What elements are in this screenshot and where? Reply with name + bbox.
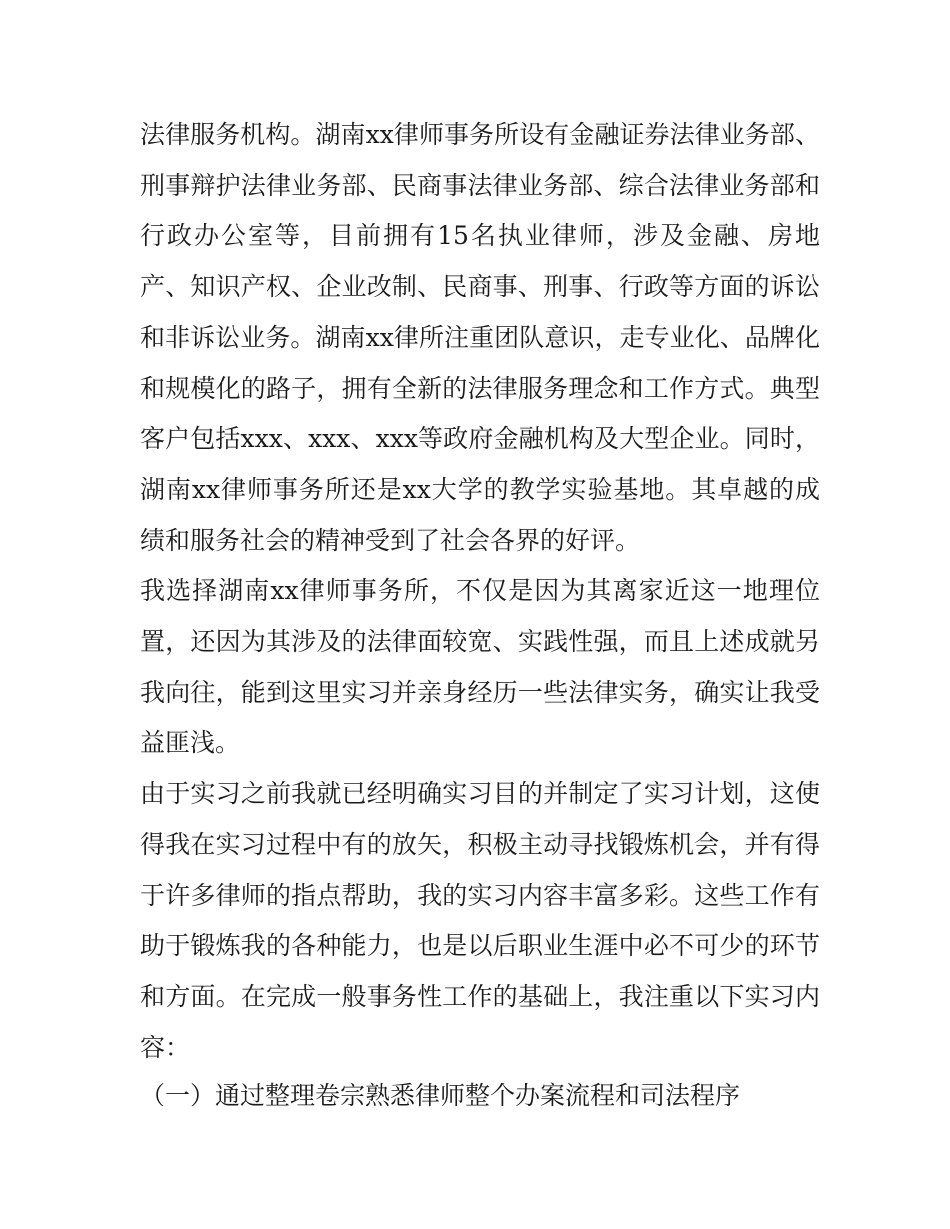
- body-text: [140, 110, 820, 1073]
- paragraph-internship-plan: 由于实习之前我就已经明确实习目的并制定了实习计划，这使得我在实习过程中有的放矢，积极主动寻找锻炼机会，并有得于许多律师的指点帮助，我的实习内容丰富多彩。这些工作有助于锻炼我的各种能力，也是以后职业生涯中必不可少的环节和方面。在完成一般事务性工作的基础上，我注重以下实习内容：: [140, 779, 820, 1062]
- paragraph-law-firm-intro: 法律服务机构。湖南xx律师事务所设有金融证券法律业务部、刑事辩护法律业务部、民商事法律业务部、综合法律业务部和行政办公室等，目前拥有15名执业律师，涉及金融、房地产、知识产权、企业改制、民商事、刑事、行政等方面的诉讼和非诉讼业务。湖南xx律所注重团队意识，走专业化、品牌化和规模化的路子，拥有全新的法律服务理念和工作方式。典型客户包括xxx、xxx、xxx等政府金融机构及大型企业。同时，湖南xx律师事务所还是xx大学的教学实验基地。其卓越的成绩和服务社会的精神受到了社会各界的好评。: [140, 120, 820, 555]
- paragraph-reason-for-choice: 我选择湖南xx律师事务所，不仅是因为其离家近这一地理位置，还因为其涉及的法律面较宽、实践性强，而且上述成就另我向往，能到这里实习并亲身经历一些法律实务，确实让我受益匪浅。: [140, 576, 820, 758]
- section-heading: （一）通过整理卷宗熟悉律师整个办案流程和司法程序: [140, 1081, 741, 1110]
